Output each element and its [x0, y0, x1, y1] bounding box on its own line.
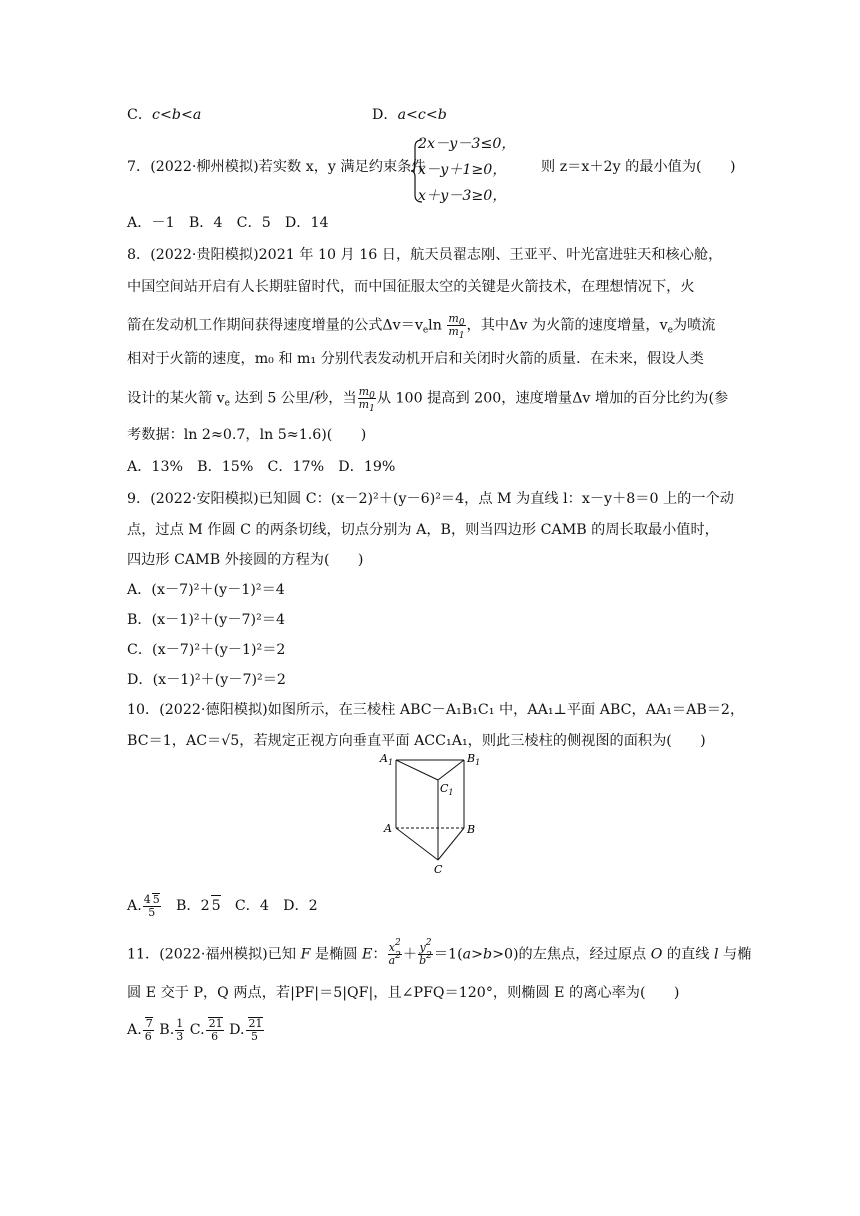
q8-options: A．13% B．15% C．17% D．19% [127, 459, 396, 475]
q10-line-1: 10．(2022·德阳模拟)如图所示，在三棱柱 ABC－A₁B₁C₁ 中，AA₁⊥平面 ABC，AA₁＝AB＝2， [127, 702, 745, 718]
label-a: A [384, 822, 392, 835]
prism-figure [372, 746, 492, 880]
q8-line-2: 中国空间站开启有人长期驻留时代，而中国征服太空的关键是火箭技术，在理想情况下，火 [127, 279, 695, 295]
q6-option-c: C．c<b<a [127, 107, 202, 123]
q8-line-4: 相对于火箭的速度，m₀ 和 m₁ 分别代表发动机开启和关闭时火箭的质量．在未来，假设人类 [127, 351, 704, 367]
q9-option-c: C．(x－7)²＋(y－1)²＝2 [127, 642, 286, 658]
q9-line-1: 9．(2022·安阳模拟)已知圆 C：(x－2)²＋(y－6)²＝4，点 M 为直线 l：x－y＋8＝0 上的一个动 [127, 491, 734, 507]
q7-prefix: 7．(2022·柳州模拟)若实数 x，y 满足约束条件 [127, 159, 426, 175]
q7-options: A．－1 B．4 C．5 D．14 [127, 215, 329, 231]
q11-line-1: 11．(2022·福州模拟)已知 F 是椭圆 E： $\frac{x^2}{a^2}$ ＋ $\frac{y^2}{b^2}$ ＝1(a>b>0)的左焦点，经过原点 O 的直线 l 与椭 [127, 938, 752, 967]
q9-option-d: D．(x－1)²＋(y－7)²＝2 [127, 672, 286, 688]
q9-option-b: B．(x－1)²＋(y－7)²＝4 [127, 612, 285, 628]
q7-constraint-3: x＋y－3≥0， [418, 188, 507, 204]
q7-constraint-1: 2x－y－3≤0， [418, 136, 516, 152]
label-b1: $B_1$ [467, 752, 481, 767]
fraction-m0-m1-b: $\frac{m_0}{m_1}$ [358, 385, 375, 414]
q7-suffix: 则 z＝x＋2y 的最小值为( ) [541, 159, 736, 175]
fraction-m0-m1: $\frac{m_0}{m_1}$ [448, 312, 465, 341]
q11-options: A. $\frac{7}{6}$ B. $\frac{1}{3}$ C. $\frac{21}{6}$ D. $\frac{21}{5}$ [127, 1016, 263, 1043]
q10-options: A. $\frac{4 5}{5}$ B．2 5 C．4 D．2 [127, 893, 318, 919]
q8-line-1: 8．(2022·贵阳模拟)2021 年 10 月 16 日，航天员翟志刚、王亚平、叶光富进驻天和核心舱， [127, 247, 723, 263]
q9-line-3: 四边形 CAMB 外接圆的方程为( ) [127, 552, 364, 568]
q10-line-2: BC＝1，AC＝√5，若规定正视方向垂直平面 ACC₁A₁，则此三棱柱的侧视图的面积为( ) [127, 733, 706, 749]
label-a1: $A_1$ [380, 752, 394, 767]
q8-line-6: 考数据：ln 2≈0.7，ln 5≈1.6)( ) [127, 427, 367, 443]
q9-option-a: A．(x－7)²＋(y－1)²＝4 [127, 582, 285, 598]
q6-option-d: D．a<c<b [372, 107, 447, 123]
label-c1: $C_1$ [440, 782, 454, 797]
label-c: C [434, 863, 443, 876]
q8-line-5: 设计的某火箭 $v_e$ 达到 5 公里/秒，当 $\frac{m_0}{m_1}$ 从 100 提高到 200，速度增量Δv 增加的百分比约为(参 [127, 385, 729, 414]
q7-constraints [418, 131, 516, 209]
q9-line-2: 点，过点 M 作圆 C 的两条切线，切点分别为 A，B，则当四边形 CAMB 的周长取最小值时， [127, 522, 719, 538]
label-b: B [467, 823, 476, 836]
q8-line-3: 箭在发动机工作期间获得速度增量的公式$\Delta v=v_e\ln$ $\frac{m_0}{m_1}$ ，其中Δv 为火箭的速度增量，$v_e$为喷流 [127, 312, 716, 341]
q11-line-2: 圆 E 交于 P，Q 两点，若|PF|＝5|QF|，且∠PFQ＝120°，则椭圆 E 的离心率为( ) [127, 985, 680, 1001]
fraction-4sqrt5-5: $\frac{4 5}{5}$ [143, 893, 160, 919]
q7-constraint-2: x－y＋1≥0， [418, 162, 507, 178]
